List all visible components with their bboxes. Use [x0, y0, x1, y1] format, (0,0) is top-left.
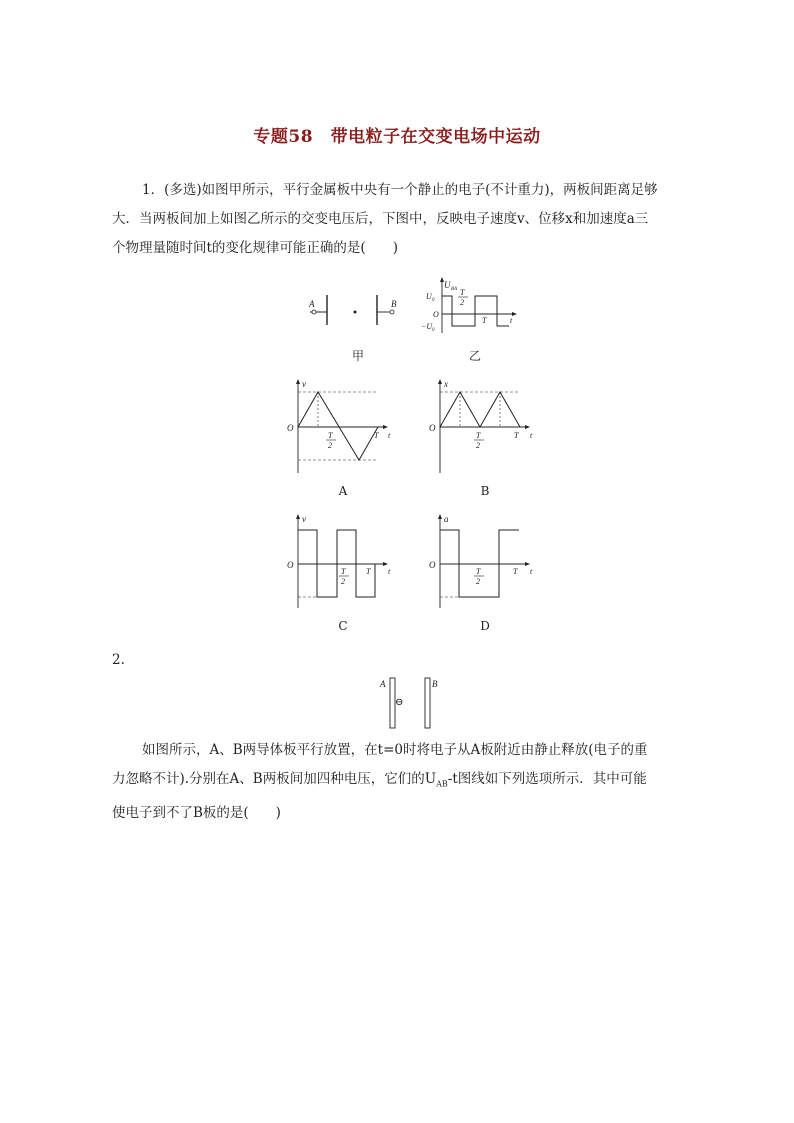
option-c-caption: C — [338, 619, 348, 633]
option-b-y-label: x — [444, 379, 448, 389]
electron-symbol: ⊖ — [395, 697, 404, 708]
option-b-origin: O — [429, 423, 436, 433]
origin-label: O — [433, 310, 439, 319]
plate-b-label: B — [391, 299, 397, 309]
option-c-period: T — [366, 567, 371, 576]
option-a-half-num: T — [328, 431, 333, 440]
q2-line-1: 如图所示，A、B两导体板平行放置，在t=0时将电子从A板附近由静止释放(电子的重 — [142, 742, 648, 758]
half-t-num: T — [460, 288, 465, 297]
time-label: t — [510, 316, 513, 325]
question-1-text — [112, 176, 682, 263]
question-2-text — [112, 736, 682, 828]
figure-yi-voltage-graph — [420, 277, 530, 337]
option-d-period: T — [513, 567, 518, 576]
option-a-origin: O — [287, 423, 294, 433]
option-b-graph — [427, 378, 537, 478]
y-label: U — [444, 280, 451, 290]
option-b-caption: B — [480, 484, 490, 498]
q2-line-2b: -t图线如下列选项所示．其中可能 — [447, 771, 647, 787]
option-d-origin: O — [429, 560, 436, 570]
neg-u0-sub: 0 — [432, 328, 435, 333]
option-b-period: T — [514, 431, 519, 440]
y-label-sub: BA — [451, 287, 458, 292]
option-c-y-label: v — [302, 514, 306, 524]
option-d-graph — [427, 513, 537, 613]
uab-subscript: AB — [436, 779, 448, 789]
option-a-graph — [285, 378, 395, 478]
q1-line-3: 个物理量随时间t的变化规律可能正确的是( ) — [112, 240, 398, 256]
q2-line-2: 力忽略不计).分别在A、B两板间加四种电压，它们的U — [112, 771, 437, 787]
q2-line-3: 使电子到不了B板的是( ) — [112, 804, 281, 821]
question-2-plates-figure — [377, 675, 447, 731]
option-b-half-den: 2 — [476, 441, 480, 450]
option-c-origin: O — [287, 560, 294, 570]
option-a-y-label: v — [302, 379, 306, 389]
q2-number: 2. — [112, 652, 125, 668]
q2-plate-b-label: B — [432, 679, 438, 689]
option-d-y-label: a — [444, 514, 449, 524]
option-b-time: t — [530, 431, 533, 440]
option-a-time: t — [388, 431, 391, 440]
option-d-caption: D — [480, 619, 490, 633]
page-title: 专题58 带电粒子在交变电场中运动 — [253, 127, 541, 147]
u0-sub: 0 — [432, 298, 435, 303]
option-c-half-num: T — [341, 567, 346, 576]
option-b-half-num: T — [476, 431, 481, 440]
option-d-time: t — [530, 567, 533, 576]
option-a-period: T — [374, 431, 379, 440]
question-2-number — [112, 646, 682, 675]
q1-line-2: 大．当两板间加上如图乙所示的交变电压后，下图中，反映电子速度v、位移x和加速度a三 — [112, 211, 649, 227]
period-label: T — [482, 316, 487, 325]
option-a-half-den: 2 — [328, 441, 332, 450]
u0-label: U — [426, 292, 432, 301]
q2-plate-a-label: A — [380, 679, 386, 689]
figure-yi-caption: 乙 — [468, 349, 481, 363]
option-c-graph — [285, 513, 395, 613]
figure-jia-plates — [305, 290, 405, 330]
option-c-half-den: 2 — [341, 577, 345, 586]
figure-jia-caption: 甲 — [351, 349, 364, 363]
half-t-den: 2 — [460, 298, 464, 307]
option-d-half-num: T — [476, 567, 481, 576]
option-c-time: t — [388, 567, 391, 576]
plate-a-label: A — [309, 299, 315, 309]
option-d-half-den: 2 — [476, 577, 480, 586]
option-a-caption: A — [338, 484, 348, 498]
q1-line-1: 1．(多选)如图甲所示，平行金属板中央有一个静止的电子(不计重力)，两板间距离足够 — [142, 182, 658, 198]
neg-u0-label: −U — [421, 322, 433, 331]
